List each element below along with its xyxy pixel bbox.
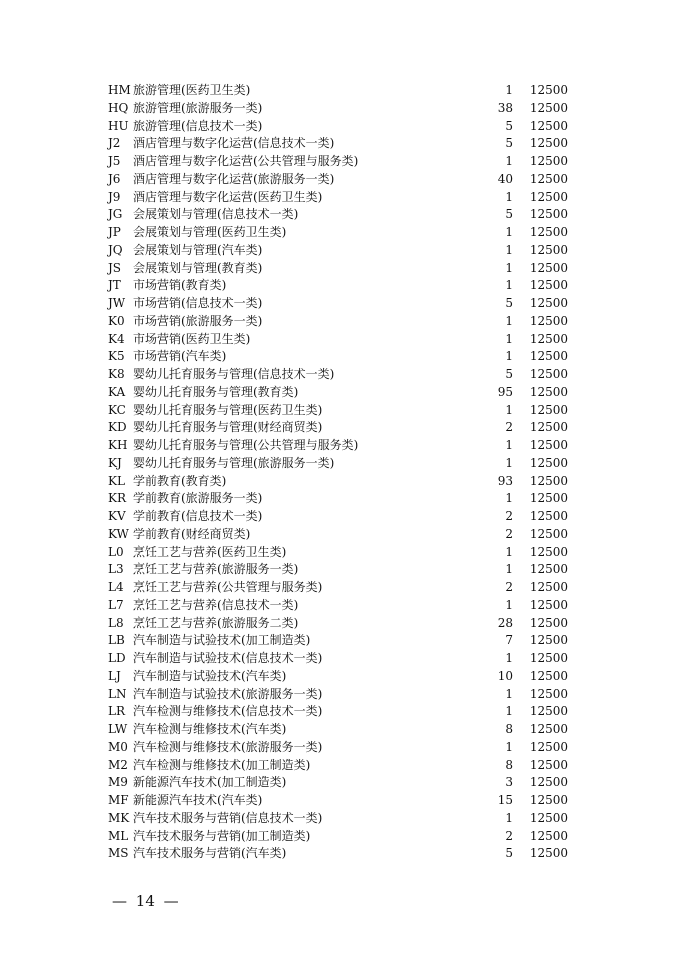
list-item xyxy=(108,561,568,579)
list-item xyxy=(108,260,568,278)
program-code: KL xyxy=(108,473,125,488)
tuition-fee: 12500 xyxy=(529,313,568,328)
enrollment-count: 1 xyxy=(505,810,513,825)
list-item xyxy=(108,703,568,721)
program-name: 婴幼儿托育服务与管理(公共管理与服务类) xyxy=(133,438,359,452)
program-name: 汽车制造与试验技术(汽车类) xyxy=(133,668,287,683)
enrollment-count: 3 xyxy=(505,775,513,790)
list-item xyxy=(108,153,568,171)
program-name: 会展策划与管理(信息技术一类) xyxy=(133,207,299,222)
tuition-fee: 12500 xyxy=(529,402,568,417)
program-code: JS xyxy=(108,260,122,275)
program-name: 汽车技术服务与营销(汽车类) xyxy=(133,846,287,861)
enrollment-count: 1 xyxy=(505,562,513,577)
list-item xyxy=(108,366,568,384)
list-item xyxy=(108,171,568,189)
tuition-fee: 12500 xyxy=(529,793,568,807)
tuition-fee: 12500 xyxy=(529,668,568,683)
enrollment-count: 1 xyxy=(505,402,513,417)
program-code: J6 xyxy=(108,171,121,186)
program-code: L8 xyxy=(108,615,124,630)
list-item xyxy=(108,490,568,508)
enrollment-count: 5 xyxy=(505,118,513,133)
enrollment-count: 1 xyxy=(505,455,513,470)
list-item xyxy=(108,810,568,828)
enrollment-count: 5 xyxy=(505,136,513,151)
program-name: 汽车检测与维修技术(旅游服务一类) xyxy=(133,739,323,754)
program-name: 酒店管理与数字化运营(旅游服务一类) xyxy=(133,171,335,186)
program-code: J2 xyxy=(108,136,121,151)
program-name: 烹饪工艺与营养(信息技术一类) xyxy=(133,597,299,612)
program-name: 婴幼儿托育服务与管理(信息技术一类) xyxy=(133,367,335,381)
program-name: 烹饪工艺与营养(公共管理与服务类) xyxy=(133,580,323,594)
list-item xyxy=(108,242,568,260)
tuition-fee: 12500 xyxy=(529,686,568,701)
enrollment-count: 7 xyxy=(505,633,513,648)
program-name: 新能源汽车技术(汽车类) xyxy=(133,793,263,807)
program-code: LR xyxy=(108,704,126,719)
tuition-fee: 12500 xyxy=(529,242,568,257)
enrollment-count: 1 xyxy=(505,349,513,364)
tuition-fee: 12500 xyxy=(529,189,568,204)
program-code: KA xyxy=(108,384,126,399)
enrollment-count: 1 xyxy=(505,544,513,559)
program-name: 婴幼儿托育服务与管理(医药卫生类) xyxy=(133,402,323,417)
enrollment-count: 1 xyxy=(505,189,513,204)
tuition-fee: 12500 xyxy=(529,420,568,435)
program-code: LD xyxy=(108,651,126,665)
program-name: 汽车制造与试验技术(旅游服务一类) xyxy=(133,686,323,701)
enrollment-count: 8 xyxy=(505,757,513,772)
program-code: K8 xyxy=(108,367,125,381)
list-item xyxy=(108,118,568,136)
tuition-fee: 12500 xyxy=(529,757,568,772)
program-code: KW xyxy=(108,526,129,541)
program-code: HU xyxy=(108,118,129,133)
list-item xyxy=(108,579,568,597)
program-name: 烹饪工艺与营养(旅游服务二类) xyxy=(133,615,299,630)
tuition-fee: 12500 xyxy=(529,615,568,630)
tuition-fee: 12500 xyxy=(529,171,568,186)
program-code: K0 xyxy=(108,313,125,328)
list-item xyxy=(108,828,568,846)
enrollment-count: 10 xyxy=(497,668,513,683)
program-name: 汽车检测与维修技术(信息技术一类) xyxy=(133,704,323,719)
tuition-fee: 12500 xyxy=(529,562,568,577)
list-item xyxy=(108,455,568,473)
footer-dash-left: — xyxy=(112,892,127,910)
list-item xyxy=(108,650,568,668)
enrollment-count: 1 xyxy=(505,739,513,754)
program-code: L7 xyxy=(108,597,124,612)
list-item xyxy=(108,224,568,242)
program-name: 汽车技术服务与营销(加工制造类) xyxy=(133,828,311,843)
tuition-fee: 12500 xyxy=(529,154,568,168)
tuition-fee: 12500 xyxy=(529,225,568,239)
enrollment-count: 2 xyxy=(505,828,513,843)
program-code: MS xyxy=(108,846,129,861)
program-name: 学前教育(教育类) xyxy=(133,473,227,488)
list-item xyxy=(108,313,568,331)
enrollment-count: 95 xyxy=(497,384,513,399)
program-code: MK xyxy=(108,810,130,825)
list-item xyxy=(108,774,568,792)
tuition-fee: 12500 xyxy=(529,100,568,115)
enrollment-count: 1 xyxy=(505,686,513,701)
enrollment-count: 5 xyxy=(505,296,513,310)
enrollment-count: 2 xyxy=(505,526,513,541)
list-item xyxy=(108,544,568,562)
program-name: 汽车技术服务与营销(信息技术一类) xyxy=(133,810,323,825)
program-list xyxy=(108,82,568,863)
list-item xyxy=(108,721,568,739)
program-name: 会展策划与管理(教育类) xyxy=(133,260,263,275)
program-name: 市场营销(旅游服务一类) xyxy=(133,313,263,328)
program-name: 旅游管理(信息技术一类) xyxy=(133,118,263,133)
program-code: LJ xyxy=(108,668,121,683)
enrollment-count: 1 xyxy=(505,491,513,506)
tuition-fee: 12500 xyxy=(529,349,568,364)
program-code: M2 xyxy=(108,757,128,772)
tuition-fee: 12500 xyxy=(529,491,568,506)
enrollment-count: 2 xyxy=(505,420,513,435)
list-item xyxy=(108,508,568,526)
program-code: KJ xyxy=(108,455,122,470)
enrollment-count: 8 xyxy=(505,722,513,736)
enrollment-count: 40 xyxy=(497,171,513,186)
program-code: KR xyxy=(108,491,126,506)
program-code: K5 xyxy=(108,349,125,364)
program-code: HM xyxy=(108,83,131,97)
enrollment-count: 1 xyxy=(505,260,513,275)
list-item xyxy=(108,686,568,704)
program-name: 会展策划与管理(汽车类) xyxy=(133,242,263,257)
program-code: LN xyxy=(108,686,127,701)
program-code: M0 xyxy=(108,739,128,754)
list-item xyxy=(108,615,568,633)
list-item xyxy=(108,597,568,615)
list-item xyxy=(108,384,568,402)
list-item xyxy=(108,845,568,863)
program-code: L0 xyxy=(108,544,124,559)
program-name: 学前教育(财经商贸类) xyxy=(133,526,251,541)
list-item xyxy=(108,437,568,455)
program-code: L4 xyxy=(108,580,124,594)
list-item xyxy=(108,277,568,295)
program-name: 市场营销(信息技术一类) xyxy=(133,296,263,310)
program-name: 酒店管理与数字化运营(公共管理与服务类) xyxy=(133,154,359,168)
tuition-fee: 12500 xyxy=(529,118,568,133)
list-item xyxy=(108,82,568,100)
program-name: 汽车制造与试验技术(信息技术一类) xyxy=(133,651,323,665)
program-code: M9 xyxy=(108,775,128,790)
enrollment-count: 1 xyxy=(505,331,513,346)
tuition-fee: 12500 xyxy=(529,455,568,470)
enrollment-count: 1 xyxy=(505,438,513,452)
tuition-fee: 12500 xyxy=(529,384,568,399)
program-name: 酒店管理与数字化运营(信息技术一类) xyxy=(133,136,335,151)
program-name: 市场营销(教育类) xyxy=(133,278,227,293)
enrollment-count: 28 xyxy=(497,615,513,630)
list-item xyxy=(108,348,568,366)
program-code: JP xyxy=(108,225,121,239)
program-code: LB xyxy=(108,633,125,648)
tuition-fee: 12500 xyxy=(529,526,568,541)
enrollment-count: 1 xyxy=(505,154,513,168)
tuition-fee: 12500 xyxy=(529,438,568,452)
tuition-fee: 12500 xyxy=(529,810,568,825)
program-code: K4 xyxy=(108,331,125,346)
tuition-fee: 12500 xyxy=(529,260,568,275)
list-item xyxy=(108,526,568,544)
enrollment-count: 15 xyxy=(497,793,513,807)
program-code: LW xyxy=(108,722,128,736)
program-name: 旅游管理(医药卫生类) xyxy=(133,83,251,97)
tuition-fee: 12500 xyxy=(529,846,568,861)
tuition-fee: 12500 xyxy=(529,704,568,719)
program-name: 烹饪工艺与营养(旅游服务一类) xyxy=(133,562,299,577)
program-code: KH xyxy=(108,438,128,452)
program-name: 婴幼儿托育服务与管理(财经商贸类) xyxy=(133,420,323,435)
program-name: 汽车制造与试验技术(加工制造类) xyxy=(133,633,311,648)
enrollment-count: 1 xyxy=(505,313,513,328)
program-name: 学前教育(信息技术一类) xyxy=(133,509,263,523)
enrollment-count: 38 xyxy=(497,100,513,115)
list-item xyxy=(108,331,568,349)
enrollment-count: 1 xyxy=(505,651,513,665)
tuition-fee: 12500 xyxy=(529,509,568,523)
tuition-fee: 12500 xyxy=(529,207,568,222)
program-name: 汽车检测与维修技术(加工制造类) xyxy=(133,757,311,772)
program-code: JG xyxy=(108,207,123,222)
program-code: JQ xyxy=(108,242,123,257)
program-code: J9 xyxy=(108,189,121,204)
tuition-fee: 12500 xyxy=(529,633,568,648)
enrollment-count: 5 xyxy=(505,207,513,222)
program-code: L3 xyxy=(108,562,124,577)
tuition-fee: 12500 xyxy=(529,580,568,594)
enrollment-count: 2 xyxy=(505,580,513,594)
enrollment-count: 1 xyxy=(505,704,513,719)
tuition-fee: 12500 xyxy=(529,367,568,381)
tuition-fee: 12500 xyxy=(529,828,568,843)
program-code: KC xyxy=(108,402,126,417)
page-footer xyxy=(108,892,183,910)
program-code: J5 xyxy=(108,154,121,168)
program-code: JT xyxy=(108,278,121,293)
program-name: 酒店管理与数字化运营(医药卫生类) xyxy=(133,189,323,204)
program-name: 汽车检测与维修技术(汽车类) xyxy=(133,722,287,736)
enrollment-count: 93 xyxy=(497,473,513,488)
list-item xyxy=(108,419,568,437)
list-item xyxy=(108,473,568,491)
program-name: 会展策划与管理(医药卫生类) xyxy=(133,225,287,239)
list-item xyxy=(108,668,568,686)
enrollment-count: 2 xyxy=(505,509,513,523)
program-name: 新能源汽车技术(加工制造类) xyxy=(133,775,287,790)
enrollment-count: 1 xyxy=(505,278,513,293)
program-code: ML xyxy=(108,828,129,843)
enrollment-count: 1 xyxy=(505,225,513,239)
list-item xyxy=(108,189,568,207)
tuition-fee: 12500 xyxy=(529,722,568,736)
page-number: 14 xyxy=(135,892,155,910)
list-item xyxy=(108,792,568,810)
program-name: 市场营销(医药卫生类) xyxy=(133,331,251,346)
tuition-fee: 12500 xyxy=(529,775,568,790)
tuition-fee: 12500 xyxy=(529,296,568,310)
program-name: 婴幼儿托育服务与管理(教育类) xyxy=(133,384,299,399)
tuition-fee: 12500 xyxy=(529,136,568,151)
list-item xyxy=(108,739,568,757)
tuition-fee: 12500 xyxy=(529,83,568,97)
tuition-fee: 12500 xyxy=(529,331,568,346)
program-name: 烹饪工艺与营养(医药卫生类) xyxy=(133,544,287,559)
enrollment-count: 5 xyxy=(505,846,513,861)
tuition-fee: 12500 xyxy=(529,597,568,612)
tuition-fee: 12500 xyxy=(529,739,568,754)
footer-dash-right: — xyxy=(163,892,179,910)
program-code: JW xyxy=(108,296,126,310)
enrollment-count: 1 xyxy=(505,83,513,97)
program-code: KV xyxy=(108,509,126,523)
program-code: KD xyxy=(108,420,127,435)
program-name: 学前教育(旅游服务一类) xyxy=(133,491,263,506)
list-item xyxy=(108,206,568,224)
program-name: 旅游管理(旅游服务一类) xyxy=(133,100,263,115)
list-item xyxy=(108,135,568,153)
list-item xyxy=(108,100,568,118)
tuition-fee: 12500 xyxy=(529,473,568,488)
tuition-fee: 12500 xyxy=(529,651,568,665)
tuition-fee: 12500 xyxy=(529,544,568,559)
program-name: 婴幼儿托育服务与管理(旅游服务一类) xyxy=(133,455,335,470)
program-name: 市场营销(汽车类) xyxy=(133,349,227,364)
list-item xyxy=(108,632,568,650)
list-item xyxy=(108,757,568,775)
tuition-fee: 12500 xyxy=(529,278,568,293)
list-item xyxy=(108,295,568,313)
program-code: HQ xyxy=(108,100,129,115)
enrollment-count: 5 xyxy=(505,367,513,381)
enrollment-count: 1 xyxy=(505,242,513,257)
list-item xyxy=(108,402,568,420)
enrollment-count: 1 xyxy=(505,597,513,612)
program-code: MF xyxy=(108,793,129,807)
